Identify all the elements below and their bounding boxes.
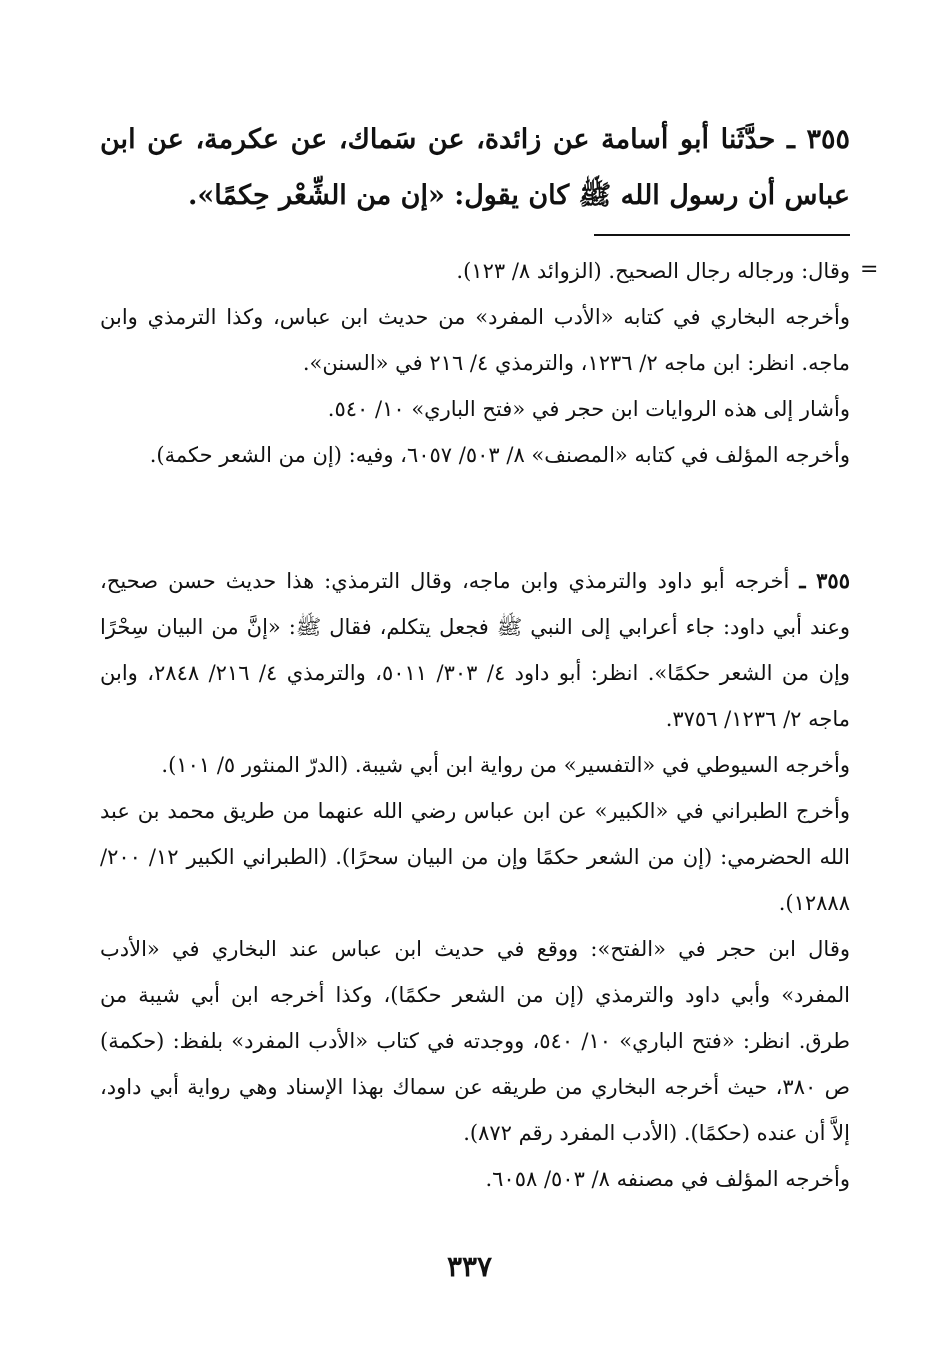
footnote-paragraph: وقال: ورجاله رجال الصحيح. (الزوائد ٨/ ١٢٣). [456, 259, 850, 283]
footnote-paragraph: وأخرجه السيوطي في «التفسير» من رواية ابن أبي شيبة. (الدرّ المنثور ٥/ ١٠١). [161, 753, 850, 777]
hadith-number: ٣٥٥ [806, 124, 850, 155]
hadith-text: ـ حدَّثَنا أبو أسامة عن زائدة، عن سَماك، عن عكرمة، عن ابن عباس أن رسول الله ﷺ كان يقول: «إن من الشِّعْر حِكمًا». [100, 124, 850, 211]
footnote-separator [594, 234, 850, 236]
footnote-paragraph: وأخرجه المؤلف في كتابه «المصنف» ٨/ ٥٠٣/ ٦٠٥٧، وفيه: (إن من الشعر حكمة). [149, 443, 850, 467]
continuation-mark: = [860, 257, 879, 282]
footnote-paragraph: وأخرج الطبراني في «الكبير» عن ابن عباس رضي الله عنهما من طريق محمد بن عبد الله الحضرمي: (إن من الشعر حكمًا وإن من البيان سحرًا). (الطبراني الكبير ١٢/ ٢٠٠/ ١٢٨٨٨). [100, 799, 850, 915]
footnote-number: ٣٥٥ ـ [799, 568, 850, 593]
footnote-paragraph: وأشار إلى هذه الروايات ابن حجر في «فتح الباري» ١٠/ ٥٤٠. [327, 397, 850, 421]
footnote-paragraph: وأخرجه البخاري في كتابه «الأدب المفرد» من حديث ابن عباس، وكذا الترمذي وابن ماجه. انظر: ابن ماجه ٢/ ١٢٣٦، والترمذي ٤/ ٢١٦ في «السنن». [100, 305, 850, 375]
hadith-main-text [100, 112, 850, 224]
footnote-paragraph: أخرجه أبو داود والترمذي وابن ماجه، وقال الترمذي: هذا حديث حسن صحيح، وعند أبي داود: جاء أعرابي إلى النبي ﷺ فجعل يتكلم، فقال ﷺ: «إنَّ من البيان سِحْرًا وإن من الشعر حكمًا». انظر: أبو داود ٤/ ٣٠٣/ ٥٠١١، والترمذي ٤/ ٢١٦/ ٢٨٤٨، وابن ماجه ٢/ ١٢٣٦/ ٣٧٥٦. [100, 569, 850, 731]
page-number: ٣٣٧ [446, 1250, 493, 1283]
footnote-paragraph: وقال ابن حجر في «الفتح»: ووقع في حديث ابن عباس عند البخاري في «الأدب المفرد» وأبي داود والترمذي (إن من الشعر حكمًا)، وكذا أخرجه ابن أبي شيبة من طرق. انظر: «فتح الباري» ١٠/ ٥٤٠، ووجدته في كتاب «الأدب المفرد» بلفظ: (حكمة) ص ٣٨٠، حيث أخرجه البخاري من طريقه عن سماك بهذا الإسناد وهي رواية أبي داود، إلاَّ أن عنده (حكمًا). (الأدب المفرد رقم ٨٧٢). [100, 937, 850, 1145]
footnotes-previous [100, 248, 850, 478]
footnote-paragraph: وأخرجه المؤلف في مصنفه ٨/ ٥٠٣/ ٦٠٥٨. [485, 1167, 850, 1191]
footnotes-355 [100, 558, 850, 1202]
